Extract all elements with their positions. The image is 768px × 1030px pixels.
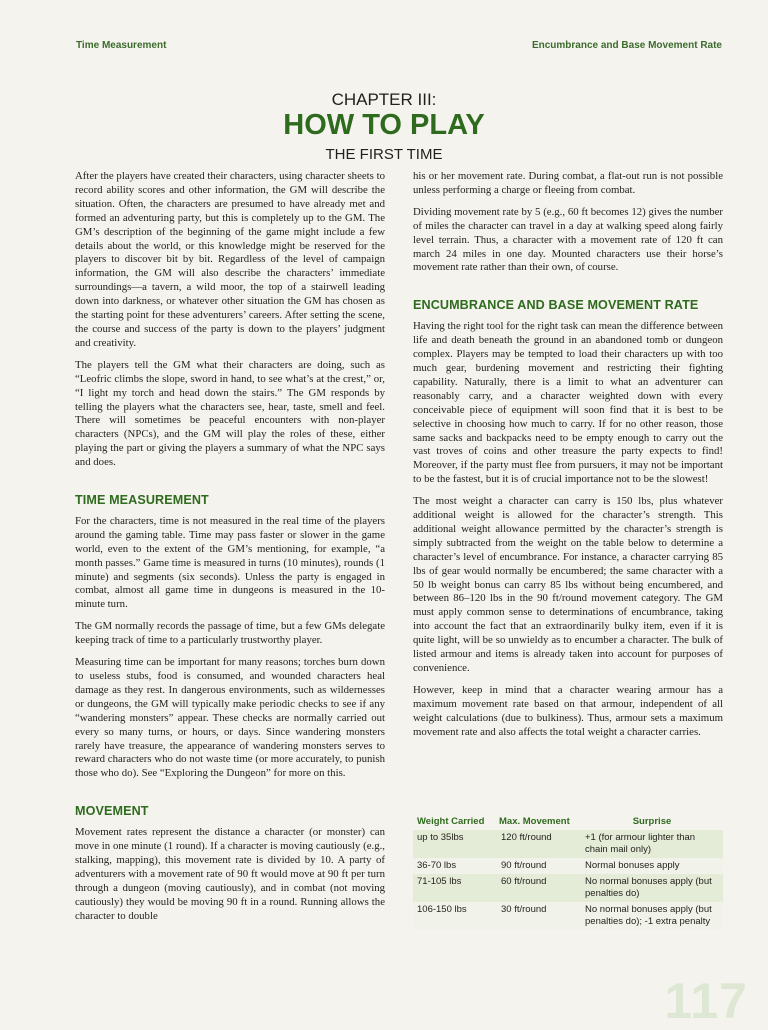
table-cell: Normal bonuses apply [581, 858, 723, 874]
table-row [413, 874, 723, 902]
section-heading-encumbrance: ENCUMBRANCE AND BASE MOVEMENT RATE [413, 298, 699, 313]
table-cell: 106-150 lbs [413, 902, 495, 930]
encumbrance-paragraph-2: The most weight a character can carry is 150 lbs, plus whatever additional weight is allowed for the character’s strength. This additional weight allowance permitted by the character’s strength is simply subtracted from the weight on the table below to determine a character’s level of encumbrance. For instance, a character carrying 85 lbs of gear would normally be encumbered; the same character with a 50 lb weight bonus can carry 85 lbs without being encumbered, and between 86–120 lbs in the 90 ft/round movement category. The GM must apply common sense to determinations of encumbrance, taking into account the fact that an extraordinarily bulky item, even if it is quite light, will be so unwieldy as to encumber a character. The bulk of listed armour and items is already taken into account for purposes of convenience. [413, 495, 723, 674]
encumbrance-paragraph-1: Having the right tool for the right task can mean the difference between life and death beneath the ground in an abandoned tomb or dungeon complex. Players may be tempted to load their characters up with too much gear, burdening movement and restricting their fighting capability. Naturally, there is a limit to what an adventurer can reasonably carry, and a character weighted down with every conceivable piece of equipment will soon find that it is best to be selective in choosing how much to carry. If for no other reason, those same sacks and backpacks need to be empty enough to carry out the vast troves of coins and other treasure the party expects to find! Moreover, if the party must flee from pursuers, it may not be important to be the fastest, but it is of crucial importance not to be the slowest! [413, 320, 723, 486]
table-cell: up to 35lbs [413, 830, 495, 858]
table-cell: 36-70 lbs [413, 858, 495, 874]
table-cell: No normal bonuses apply (but penalties do) [581, 874, 723, 902]
table-row [413, 858, 723, 874]
time-paragraph-1: For the characters, time is not measured in the real time of the players around the gaming table. Time may pass faster or slower in the game world, even to the extent of the GM’s mentioning, for example, “a month passes.” Game time is measured in turns (10 minutes), rounds (1 minute) and segments (six seconds). Unless the party is engaged in combat, almost all game time in dungeons is measured in the 10-minute turn. [75, 514, 385, 611]
page-number: 117 [664, 973, 748, 1029]
table-cell: 30 ft/round [495, 902, 581, 930]
running-header-right: Encumbrance and Base Movement Rate [531, 40, 722, 51]
intro-paragraph-2: The players tell the GM what their characters are doing, such as “Leofric climbs the slope, sword in hand, to see what’s at the crest,” or, “I light my torch and head down the stairs.” The GM responds by telling the players what the characters see, hear, taste, smell and feel. There will sometimes be peaceful encounters with non-player characters (NPCs), and the GM will play the roles of these, either playing the part or giving the players a summary of what the NPC says and does. [75, 358, 385, 469]
intro-paragraph-1: After the players have created their characters, using character sheets to record ability scores and other information, the GM will describe the situation. Often, the characters are presumed to have already met and formed an adventuring party, but this is completely up to the GM. The GM’s description of the beginning of the game might include a few details about the world, or this knowledge might be reserved for the players to discover bit by bit. Regardless of the level of campaign information, the GM will also describe the characters’ immediate surroundings—a tavern, a wild moor, the top of a stairwell leading down into darkness, or whatever other situation the GM has chosen as the starting point for these adventurers’ careers. After setting the scene, the course and success of the party is down to the players’ judgment and creativity. [75, 170, 385, 349]
chapter-subtitle: THE FIRST TIME [325, 146, 443, 163]
table-header-weight: Weight Carried [417, 816, 485, 827]
left-column [75, 170, 385, 932]
encumbrance-table [413, 814, 723, 930]
movement-paragraph-1: Movement rates represent the distance a character (or monster) can move in one minute (1 round). If a character is moving cautiously (e.g., stalking, mapping), this movement rate is divided by 10. A party of adventurers with a movement rate of 90 ft would move at 90 ft per turn through a dungeon (moving cautiously), and in combat (not moving cautiously) they would be moving 90 ft in a round. Running allows the character to double [75, 826, 385, 922]
movement-paragraph-3: Dividing movement rate by 5 (e.g., 60 ft becomes 12) gives the number of miles the character can travel in a day at walking speed along fairly level terrain. Thus, a character with a movement rate of 120 ft can march 24 miles in one day. Mounted characters use their horse’s movement rate rather than their own, of course. [413, 205, 723, 274]
table-cell: No normal bonuses apply (but penalties do); -1 extra penalty [581, 902, 723, 930]
time-paragraph-2: The GM normally records the passage of time, but a few GMs delegate keeping track of time to a particularly trustworthy player. [75, 620, 385, 647]
section-heading-movement: MOVEMENT [75, 804, 149, 819]
encumbrance-paragraph-3: However, keep in mind that a character wearing armour has a maximum movement rate based on that armour, independent of all weight calculations (due to bulkiness). Thus, armour sets a maximum movement rate and also affects the total weight a character carries. [413, 683, 723, 738]
table-cell: 90 ft/round [495, 858, 581, 874]
table-cell: 60 ft/round [495, 874, 581, 902]
chapter-label: CHAPTER III: [331, 90, 437, 109]
table-header-movement: Max. Movement [499, 816, 570, 827]
table-header-row [413, 814, 723, 830]
section-heading-time-measurement: TIME MEASUREMENT [75, 493, 209, 508]
table-header-surprise: Surprise [632, 816, 672, 827]
running-header-left: Time Measurement [76, 40, 167, 51]
chapter-title: HOW TO PLAY [283, 109, 485, 141]
table-row [413, 902, 723, 930]
table-cell: +1 (for armour lighter than chain mail only) [581, 830, 723, 858]
table-cell: 71-105 lbs [413, 874, 495, 902]
table-row [413, 830, 723, 858]
table-cell: 120 ft/round [495, 830, 581, 858]
time-paragraph-3: Measuring time can be important for many reasons; torches burn down to useless stubs, food is consumed, and wounded characters heal damage as they rest. In dangerous environments, such as wildernesses or dungeons, the GM will typically make periodic checks to see if any “wandering monsters” appear. These checks are normally carried out every so many turns, or hours, or days. Since wandering monsters rarely have treasure, the appearance of wandering monsters serves to reward characters who do not waste time (or more accurately, to punish those who do). See “Exploring the Dungeon” for more on this. [75, 656, 385, 780]
movement-paragraph-2: his or her movement rate. During combat, a flat-out run is not possible unless performing a charge or fleeing from combat. [413, 170, 723, 196]
right-column [413, 170, 723, 748]
